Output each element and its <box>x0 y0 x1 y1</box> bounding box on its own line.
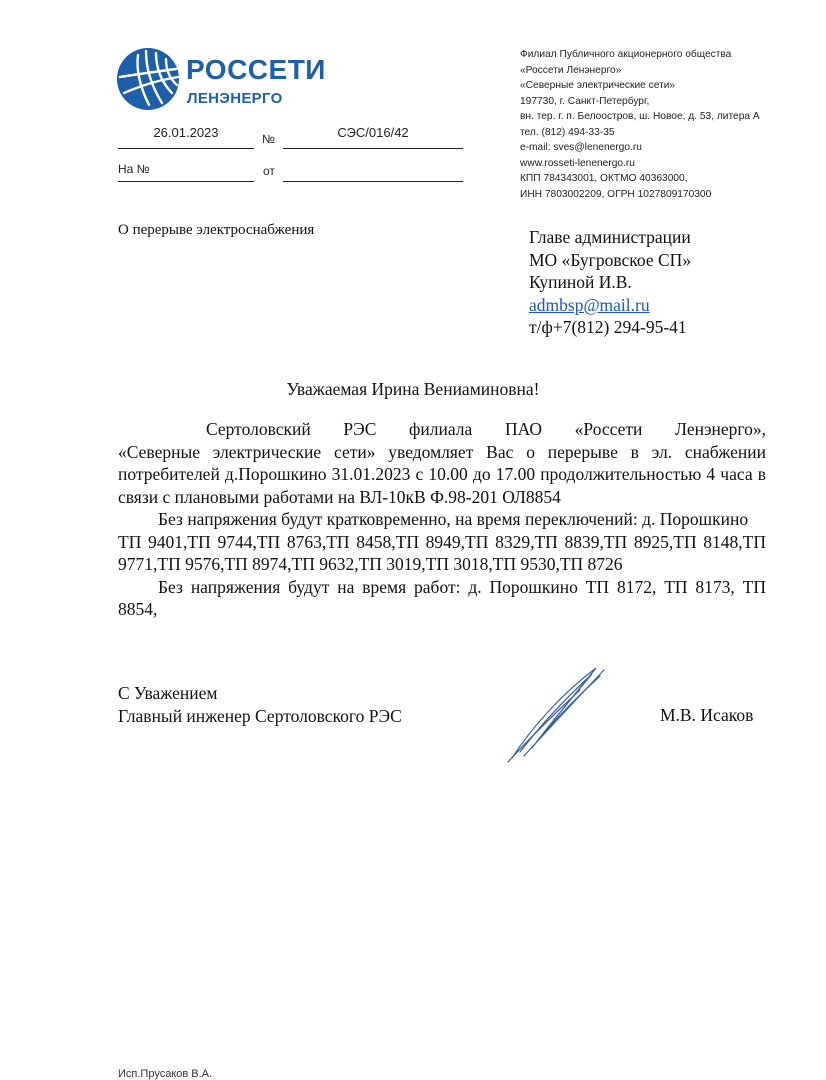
document-date: 26.01.2023 <box>153 125 219 140</box>
org-line: «Северные электрические сети» <box>520 80 676 91</box>
signer-position: Главный инженер Сертоловского РЭС <box>118 705 402 726</box>
company-logo <box>116 47 180 111</box>
org-line: www.rosseti-lenenergo.ru <box>520 157 635 169</box>
substation-list: ТП 9401,ТП 9744,ТП 8763,ТП 8458,ТП 8949,ТП 8329,ТП 8839,ТП 8925,ТП 8148,ТП 9771,ТП 9576,ТП 8974,ТП 9632,ТП 3019,ТП 3018,ТП 9530,ТП 8726 <box>118 531 766 574</box>
reference-label: На № <box>118 162 150 176</box>
org-line: «Россети Ленэнерго» <box>520 64 622 76</box>
org-line: ИНН 7803002209, ОГРН 1027809170300 <box>520 188 712 200</box>
from-underline <box>283 181 463 182</box>
organization-details <box>520 47 820 202</box>
org-line: КПП 784343001, ОКТМО 40363000, <box>520 173 688 184</box>
document-number: СЭС/016/42 <box>337 125 409 140</box>
addressee-line: Главе администрации <box>529 227 691 247</box>
executor-note: Исп.Прусаков В.А. <box>118 1068 213 1080</box>
addressee-name: Купиной И.В. <box>529 272 632 292</box>
handwritten-signature <box>500 660 610 765</box>
brand-subtitle: ЛЕНЭНЕРГО <box>187 90 283 107</box>
from-label: от <box>263 164 275 178</box>
org-line: тел. (812) 494-33-35 <box>520 126 615 138</box>
body-paragraph-4: Без напряжения будут на время работ: д. Порошкино ТП 8172, ТП 8173, ТП 8854, <box>118 576 766 619</box>
reference-underline <box>118 181 254 182</box>
addressee-line: МО «Бугровское СП» <box>529 249 692 270</box>
date-underline <box>118 148 254 149</box>
letter-subject: О перерыве электроснабжения <box>118 222 315 238</box>
org-line: Филиал Публичного акционерного общества <box>520 49 732 60</box>
addressee-email-link[interactable]: admbsp@mail.ru <box>529 294 650 315</box>
org-line: вн. тер. г. п. Белоостров, ш. Новое, д. 53, литера А <box>520 111 760 122</box>
body-paragraph-1: «Северные электрические сети» уведомляет Вас о перерыве в эл. снабжении потребителей д.Порошкино 31.01.2023 с 10.00 до 17.00 продолжительностью 4 часа в связи с плановыми работами на ВЛ-10кВ Ф.98-201 ОЛ8854 <box>118 441 766 507</box>
addressee-phone: т/ф+7(812) 294-95-41 <box>529 317 687 337</box>
closing-regards: С Уважением <box>118 683 218 703</box>
number-underline <box>283 148 463 149</box>
signer-name: М.В. Исаков <box>660 705 754 725</box>
addressee-block <box>529 226 691 339</box>
body-paragraph-1-line-1: Сертоловский РЭС филиала ПАО «Россети Ленэнерго», <box>206 419 766 439</box>
letter-body <box>118 418 766 621</box>
org-line: e-mail: sves@lenenergo.ru <box>520 142 642 153</box>
number-label: № <box>262 132 275 146</box>
org-line: 197730, г. Санкт-Петербург, <box>520 95 650 107</box>
salutation: Уважаемая Ирина Вениаминовна! <box>286 379 540 399</box>
brand-name: РОССЕТИ <box>186 54 326 85</box>
closing-block <box>118 682 402 727</box>
body-paragraph-2: Без напряжения будут кратковременно, на время переключений: д. Порошкино <box>158 509 749 529</box>
